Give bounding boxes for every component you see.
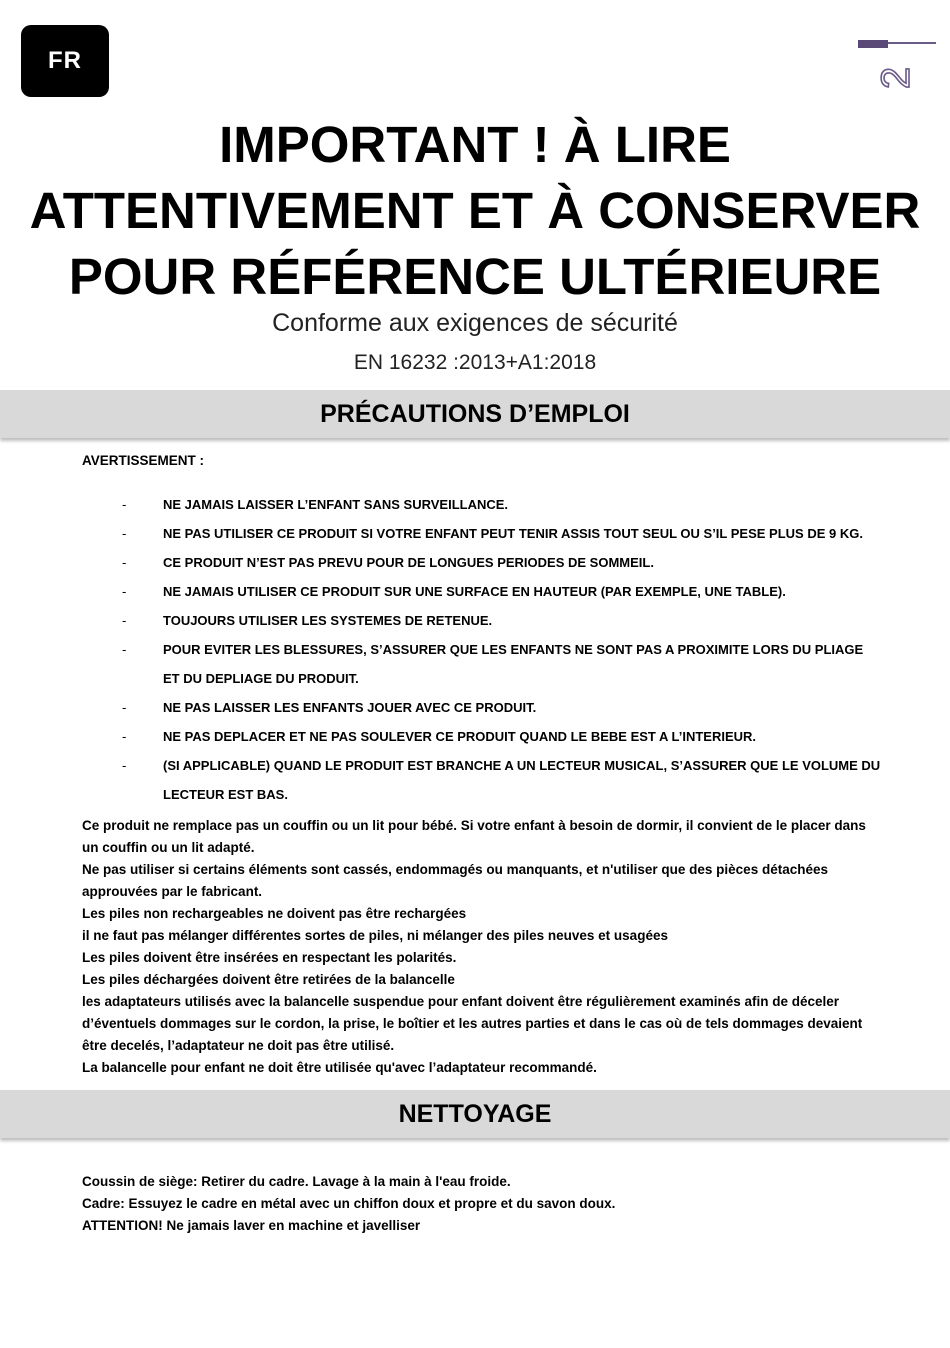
bullet-dash: -	[122, 642, 127, 657]
warning-item	[82, 577, 882, 606]
page-number-marker	[858, 38, 938, 98]
precaution-paragraphs	[82, 815, 872, 1079]
warning-text: NE PAS LAISSER LES ENFANTS JOUER AVEC CE PRODUIT.	[163, 700, 537, 715]
page-mark-bar	[858, 40, 888, 48]
bullet-dash: -	[122, 497, 127, 512]
paragraph: Ne pas utiliser si certains éléments sont cassés, endommagés ou manquants, et n'utiliser que des pièces détachées approuvées par le fabricant.	[82, 862, 828, 899]
warning-text: NE JAMAIS LAISSER L’ENFANT SANS SURVEILLANCE.	[163, 497, 509, 512]
paragraph: Les piles doivent être insérées en respectant les polarités.	[82, 950, 457, 965]
title-line: POUR RÉFÉRENCE ULTÉRIEURE	[68, 248, 882, 305]
cleaning-instructions	[82, 1171, 872, 1237]
paragraph: il ne faut pas mélanger différentes sortes de piles, ni mélanger des piles neuves et usagées	[82, 928, 668, 943]
cleaning-line: Coussin de siège: Retirer du cadre. Lavage à la main à l'eau froide.	[82, 1174, 511, 1189]
bullet-dash: -	[122, 613, 127, 628]
cleaning-line: ATTENTION! Ne jamais laver en machine et javelliser	[82, 1218, 421, 1233]
warning-list	[82, 490, 882, 809]
warning-item	[82, 751, 882, 809]
warning-label: AVERTISSEMENT :	[82, 453, 205, 468]
paragraph: Les piles déchargées doivent être retirées de la balancelle	[82, 972, 455, 987]
compliance-subtitle: Conforme aux exigences de sécurité	[272, 309, 678, 337]
warning-text: POUR EVITER LES BLESSURES, S’ASSURER QUE LES ENFANTS NE SONT PAS A PROXIMITE LORS DU PLIAGE ET DU DEPLIAGE DU PRODUIT.	[163, 642, 864, 686]
page-title	[0, 112, 950, 310]
warning-text: NE JAMAIS UTILISER CE PRODUIT SUR UNE SURFACE EN HAUTEUR (PAR EXEMPLE, UNE TABLE).	[163, 584, 786, 599]
page-mark-line	[888, 42, 936, 44]
warning-text: NE PAS UTILISER CE PRODUIT SI VOTRE ENFANT PEUT TENIR ASSIS TOUT SEUL OU S’IL PESE PLUS DE 9 KG.	[163, 526, 863, 541]
warning-item	[82, 722, 882, 751]
warning-item	[82, 606, 882, 635]
paragraph: Les piles non rechargeables ne doivent pas être rechargées	[82, 906, 467, 921]
warning-item	[82, 490, 882, 519]
warning-text: CE PRODUIT N’EST PAS PREVU POUR DE LONGUES PERIODES DE SOMMEIL.	[163, 555, 654, 570]
standard-reference: EN 16232 :2013+A1:2018	[353, 351, 597, 374]
bullet-dash: -	[122, 555, 127, 570]
title-line: ATTENTIVEMENT ET À CONSERVER	[29, 182, 921, 239]
warning-item	[82, 693, 882, 722]
paragraph: les adaptateurs utilisés avec la balancelle suspendue pour enfant doivent être régulièrement examinés afin de déceler d’éventuels dommages sur le cordon, la prise, le boîtier et les autres parties et dans le cas où de tels dommages devaient être decelés, l’adaptateur ne doit pas être utilisé.	[82, 994, 863, 1053]
bullet-dash: -	[122, 526, 127, 541]
page-number: 2	[874, 66, 918, 90]
section-heading-cleaning: NETTOYAGE	[0, 1090, 950, 1138]
warning-text: (SI APPLICABLE) QUAND LE PRODUIT EST BRANCHE A UN LECTEUR MUSICAL, S’ASSURER QUE LE VOLUME DU LECTEUR EST BAS.	[163, 758, 881, 802]
warning-item	[82, 519, 882, 548]
bullet-dash: -	[122, 729, 127, 744]
bullet-dash: -	[122, 700, 127, 715]
warning-text: NE PAS DEPLACER ET NE PAS SOULEVER CE PRODUIT QUAND LE BEBE EST A L’INTERIEUR.	[163, 729, 757, 744]
warning-item	[82, 635, 882, 693]
section-heading-precautions: PRÉCAUTIONS D’EMPLOI	[0, 390, 950, 438]
language-badge: FR	[21, 25, 109, 97]
bullet-dash: -	[122, 758, 127, 773]
paragraph: La balancelle pour enfant ne doit être utilisée qu'avec l’adaptateur recommandé.	[82, 1060, 597, 1075]
title-line: IMPORTANT ! À LIRE	[219, 116, 731, 173]
paragraph: Ce produit ne remplace pas un couffin ou un lit pour bébé. Si votre enfant à besoin de dormir, il convient de le placer dans un couffin ou un lit adapté.	[82, 818, 866, 855]
warning-item	[82, 548, 882, 577]
bullet-dash: -	[122, 584, 127, 599]
warning-text: TOUJOURS UTILISER LES SYSTEMES DE RETENUE.	[163, 613, 493, 628]
cleaning-line: Cadre: Essuyez le cadre en métal avec un chiffon doux et propre et du savon doux.	[82, 1196, 616, 1211]
